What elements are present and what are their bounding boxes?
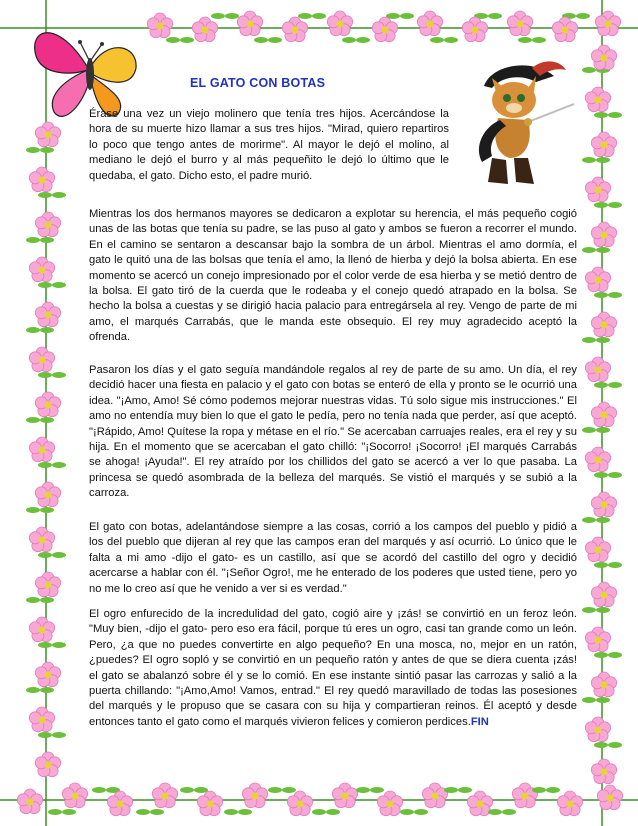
paragraph-5-text: El ogro enfurecido de la incredulidad del gato, cogió aire y ¡zás! se convirtió en un feroz león. "Muy bien, -dijo el gato- pero eso era fácil, porque tú eres un ogro, casi tan grande como un león. Pero, ¿a que no puedes convertirte en algo pequeño? En una mosca, no, mejor en un ratón, ¿puedes? El ogro sopló y se convirtió en un pequeño ratón y antes de que se diera cuenta ¡zás! el gato se abalanzó sobre él y se lo comió. En ese instante sintió pasar las carrozas y salió a la puerta chillando: "¡Amo,Amo! Vamos, entrad." El rey quedó maravillado de todas las posesiones del marqués y le propuso que se casara con su hija y compartieran reinos. Él aceptó y desde entonces tanto el gato como el marqués vivieron felices y comieron perdices. <box>89 608 577 728</box>
paragraph-3: Pasaron los días y el gato seguía mandándole regalos al rey de parte de su amo. Un día, el rey decidió hacer una fiesta en palacio y el gato con botas se enteró de ella y pronto se le ocurrió una idea. "¡Amo, Amo! Sé cómo podemos mejorar nuestras vidas. Tú solo sigue mis instrucciones." El amo no entendía muy bien lo que el gato le pedía, pero no tenía nada que perder, así que aceptó. "¡Rápido, Amo! Quítese la ropa y métase en el río." Se acercaban carruajes reales, era el rey y su hija. En el momento que se acercaban el gato chilló: "¡Socorro! ¡Socorro! ¡El marqués Carrabás se ahoga! ¡Ayuda!". El rey atraído por los chillidos del gato se acercó a ver lo que pasaba. La princesa se quedó asombrada de la belleza del marqués. Se vistió el marqués y se subió a la carroza. <box>89 364 577 500</box>
paragraph-5 <box>89 607 577 730</box>
fin-label: FIN <box>470 715 489 728</box>
puss-in-boots-illustration <box>462 58 580 186</box>
paragraph-4: El gato con botas, adelantándose siempre a las cosas, corrió a los campos del pueblo y pidió a los del pueblo que dijeran al rey que las campos eran del marqués y así ocurrió. Lo único que le falta a mi amo -dijo el gato- es un castillo, así que se acordó del castillo del ogro y decidió acercarse a hablar con él. "¡Señor Ogro!, me he enterado de los poderes que usted tiene, pero yo no me lo creo así que he venido a ver si es verdad." <box>89 521 577 595</box>
paragraph-1: Érase una vez un viejo molinero que tenía tres hijos. Acercándose la hora de su muerte hizo llamar a sus tres hijos. "Mirad, quiero repartiros lo poco que tengo antes de morirme". Al mayor le dejó el molino, al mediano le dejó el burro y al más pequeñito le dejó lo último que le quedaba, el gato. Dicho esto, el padre murió. <box>89 108 449 182</box>
paragraph-2: Mientras los dos hermanos mayores se dedicaron a explotar su herencia, el más pequeño cogió unas de las botas que tenía su padre, se las puso al gato y ambos se fueron a recorrer el mundo. En el camino se sentaron a descansar bajo la sombra de un árbol. Mientras el amo dormía, el gato le quitó una de las bolsas que tenía el amo, la llenó de hierba y dejó la bolsa abierta. En ese momento se acercó un conejo impresionado por el color verde de esa hierba y se metió dentro de la bolsa. El gato tiró de la cuerda que le rodeaba y el conejo quedó atrapado en la bolsa. Se hecho la bolsa a cuestas y se dirigió hacia palacio para entregársela al rey. Vengo de parte de mi amo, el marqués Carrabás, que le manda este obsequio. El rey muy agradecido aceptó la ofrenda. <box>89 208 577 344</box>
story-title: EL GATO CON BOTAS <box>190 76 326 90</box>
